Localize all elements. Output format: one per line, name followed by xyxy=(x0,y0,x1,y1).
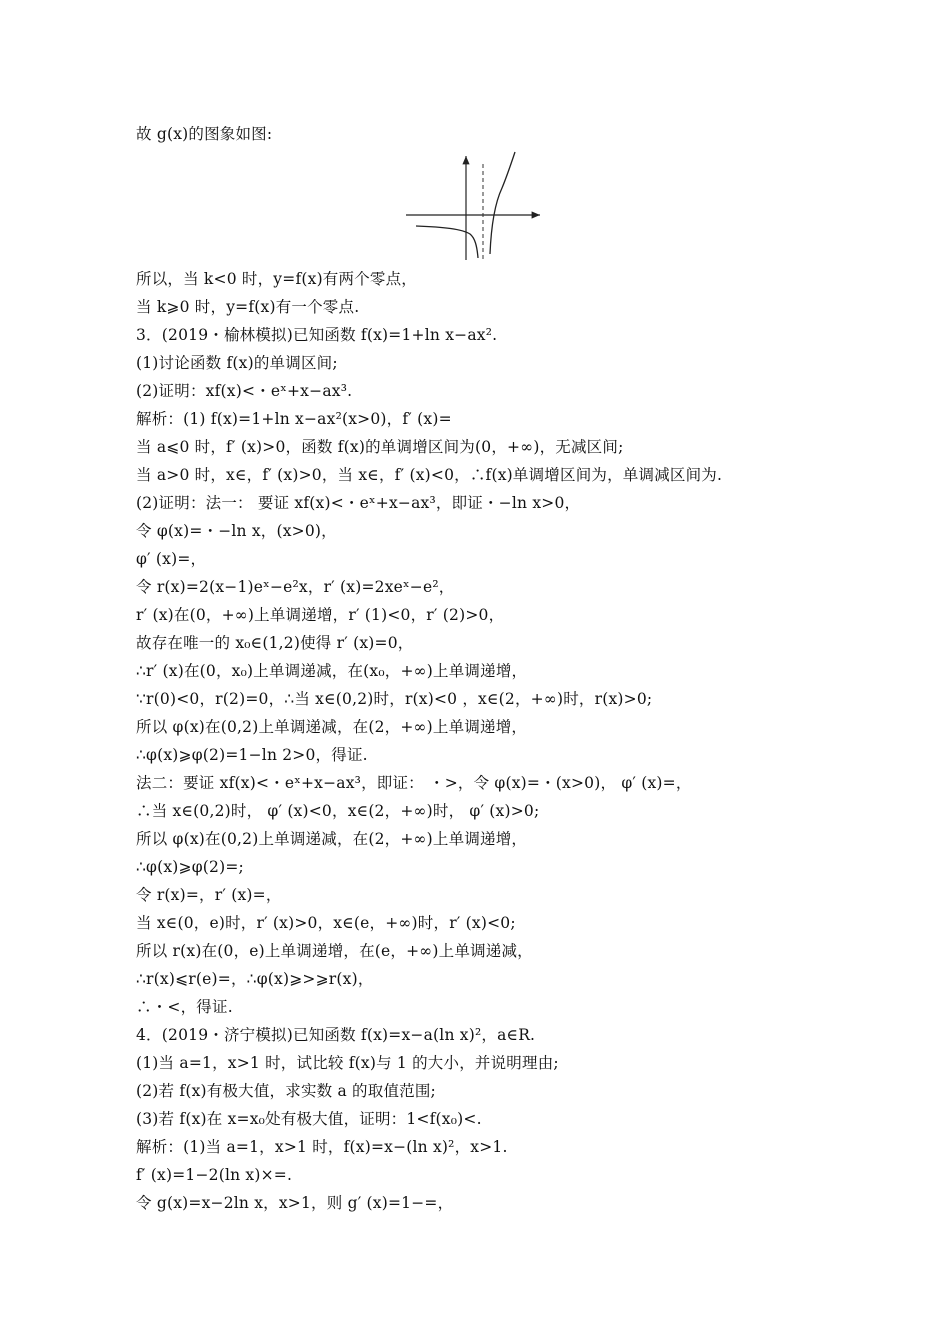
text-line: 所以 φ(x)在(0,2)上单调递减，在(2，+∞)上单调递增， xyxy=(136,718,528,736)
text-line: (1)讨论函数 f(x)的单调区间; xyxy=(136,354,338,372)
text-line: 解析：(1) f(x)=1+ln x−ax²(x>0)，f′ (x)= xyxy=(136,410,452,428)
text-line: (2)证明：法一： 要证 xf(x)<・eˣ+x−ax³，即证・−ln x>0， xyxy=(136,494,581,512)
text-line: 解析：(1)当 a=1，x>1 时，f(x)=x−(ln x)²，x>1. xyxy=(136,1138,508,1156)
text-line: f′ (x)=1−2(ln x)×=. xyxy=(136,1166,293,1184)
text-line: 所以 φ(x)在(0,2)上单调递减，在(2，+∞)上单调递增， xyxy=(136,830,528,848)
text-line: ∴r′ (x)在(0，x₀)上单调递减，在(x₀，+∞)上单调递增， xyxy=(136,662,528,680)
problem-3-heading: 3．(2019・榆林模拟)已知函数 f(x)=1+ln x−ax². xyxy=(136,326,498,344)
text-line: ∵r(0)<0，r(2)=0，∴当 x∈(0,2)时，r(x)<0 ，x∈(2，+∞)时，r(x)>0; xyxy=(136,690,653,708)
text-line: 当 a⩽0 时，f′ (x)>0，函数 f(x)的单调增区间为(0，+∞)，无减区间; xyxy=(136,438,624,456)
function-graph-figure xyxy=(404,150,546,262)
text-line: 法二：要证 xf(x)<・eˣ+x−ax³，即证： ・>，令 φ(x)=・(x>0)， φ′ (x)=， xyxy=(136,774,692,792)
text-line: 令 r(x)=2(x−1)eˣ−e²x，r′ (x)=2xeˣ−e²， xyxy=(136,578,455,596)
text-line: 所以 r(x)在(0，e)上单调递增，在(e，+∞)上单调递减， xyxy=(136,942,533,960)
text-line: 故 g(x)的图象如图: xyxy=(136,125,273,143)
problem-4-heading: 4．(2019・济宁模拟)已知函数 f(x)=x−a(ln x)²，a∈R. xyxy=(136,1026,536,1044)
text-line: 当 x∈(0，e)时，r′ (x)>0，x∈(e，+∞)时，r′ (x)<0; xyxy=(136,914,516,932)
text-line: ∴当 x∈(0,2)时， φ′ (x)<0，x∈(2，+∞)时， φ′ (x)>0; xyxy=(136,802,540,820)
text-line: (1)当 a=1，x>1 时，试比较 f(x)与 1 的大小，并说明理由; xyxy=(136,1054,559,1072)
curve-right-branch xyxy=(490,152,515,254)
curve-left-branch xyxy=(416,226,478,258)
text-line: ∴φ(x)⩾φ(2)=1−ln 2>0，得证. xyxy=(136,746,368,764)
text-line: 当 k⩾0 时，y=f(x)有一个零点. xyxy=(136,298,360,316)
text-line: 令 φ(x)=・−ln x，(x>0)， xyxy=(136,522,337,540)
text-line: (3)若 f(x)在 x=x₀处有极大值，证明：1<f(x₀)<. xyxy=(136,1110,482,1128)
text-line: ∴φ(x)⩾φ(2)=; xyxy=(136,858,244,876)
text-line: ∴r(x)⩽r(e)=，∴φ(x)⩾>⩾r(x)， xyxy=(136,970,374,988)
text-line: r′ (x)在(0，+∞)上单调递增，r′ (1)<0，r′ (2)>0， xyxy=(136,606,505,624)
text-line: (2)证明：xf(x)<・eˣ+x−ax³. xyxy=(136,382,353,400)
text-line: (2)若 f(x)有极大值，求实数 a 的取值范围; xyxy=(136,1082,436,1100)
text-line: 所以，当 k<0 时，y=f(x)有两个零点， xyxy=(136,270,418,288)
text-line: 令 g(x)=x−2ln x，x>1，则 g′ (x)=1−=， xyxy=(136,1194,454,1212)
text-line: 令 r(x)=，r′ (x)=， xyxy=(136,886,282,904)
text-line: ∴・<，得证. xyxy=(136,998,233,1016)
text-line: 当 a>0 时，x∈，f′ (x)>0，当 x∈，f′ (x)<0，∴f(x)单调增区间为，单调减区间为. xyxy=(136,466,723,484)
text-line: 故存在唯一的 x₀∈(1,2)使得 r′ (x)=0， xyxy=(136,634,414,652)
text-line: φ′ (x)=， xyxy=(136,550,207,568)
